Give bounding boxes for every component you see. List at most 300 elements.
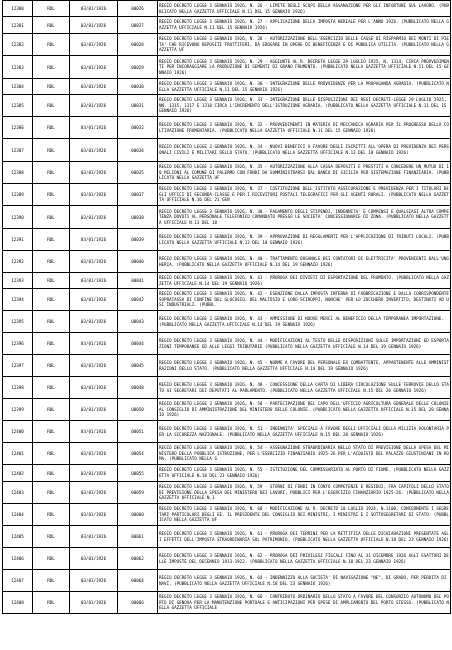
act-date-cell bbox=[70, 504, 118, 526]
act-date: 03/01/1926 bbox=[80, 512, 107, 517]
act-date-cell bbox=[70, 289, 118, 311]
table-row bbox=[3, 421, 451, 443]
act-description-cell bbox=[158, 399, 451, 421]
record-number: 12408 bbox=[11, 600, 24, 605]
act-type-cell bbox=[33, 465, 70, 482]
act-description-cell bbox=[158, 526, 451, 548]
act-description: REGIO DECRETO LEGGE 3 GENNAIO 1926, N. 40 - TRATTAMENTO DOGANALE DEI CONTATORI DI ELETTRICITA' PROVENIENTI DALL'UNGHERIA. (PUBBLICATO NELLA GAZZETTA UFFICIALE N.14 DEL 19 GENNAIO 1926) bbox=[159, 255, 449, 267]
act-type: RDL bbox=[47, 84, 55, 89]
record-number: 12399 bbox=[11, 407, 24, 412]
act-description: REGIO DECRETO LEGGE 3 GENNAIO 1926, N. 66 - CONTRIBUTO ORDINARIO DELLO STATO A FAVORE DEL CONSORZIO AUTONOMO DEL PORTO DI GENOVA PER LA MANUTENZIONE PORTUALE E ANTICIPAZIONI PER SPESE DI AMPLIAMENTO DEL PORTO STESSO. (PUBBLICATO NELLA GAZZETTA UFFICIALE bbox=[159, 594, 449, 611]
act-description: REGIO DECRETO LEGGE 3 GENNAIO 1926, N. 64 - INDENNIZZO ALLA SOCIETA' DI NAVIGAZIONE "NE", DI GRADO, PER PERDITA DI NAVI. (PUBBLICATO NELLA GAZZETTA UFFICIALE N.18 DEL 23 GENNAIO 1926) bbox=[159, 574, 447, 586]
act-date: 03/01/1926 bbox=[80, 534, 107, 539]
act-description-cell bbox=[158, 56, 451, 79]
record-number-cell bbox=[3, 443, 33, 465]
act-code-cell bbox=[118, 504, 158, 526]
table-row bbox=[3, 355, 451, 377]
table-row bbox=[3, 399, 451, 421]
act-code-cell bbox=[118, 399, 158, 421]
record-number-cell bbox=[3, 79, 33, 95]
act-type-cell bbox=[33, 17, 70, 34]
act-type: RDL bbox=[47, 125, 55, 130]
record-number: 12402 bbox=[11, 470, 24, 476]
record-number: 12388 bbox=[11, 170, 24, 175]
act-description-cell bbox=[158, 482, 451, 504]
act-date-cell bbox=[70, 333, 118, 355]
table-row bbox=[3, 117, 451, 139]
act-description-cell bbox=[158, 184, 451, 206]
act-type-cell bbox=[33, 206, 70, 229]
act-code: 00048 bbox=[131, 385, 144, 390]
act-type-cell bbox=[33, 56, 70, 79]
table-row bbox=[3, 251, 451, 273]
act-code-cell bbox=[118, 289, 158, 311]
record-number: 12385 bbox=[11, 103, 24, 108]
record-number: 12407 bbox=[11, 578, 24, 583]
act-code: 00059 bbox=[131, 490, 144, 495]
act-date-cell bbox=[70, 465, 118, 482]
record-number: 12381 bbox=[11, 22, 24, 28]
act-date-cell bbox=[70, 162, 118, 184]
act-code: 00043 bbox=[131, 319, 144, 324]
act-type: RDL bbox=[47, 319, 55, 324]
act-date-cell bbox=[70, 570, 118, 592]
decree-table-body bbox=[3, 1, 451, 614]
act-date: 03/01/1926 bbox=[80, 600, 107, 605]
act-type: RDL bbox=[47, 192, 55, 197]
act-type-cell bbox=[33, 251, 70, 273]
act-code-cell bbox=[118, 355, 158, 377]
act-description: REGIO DECRETO LEGGE 3 GENNAIO 1926, N. 55 - ISTITUZIONE DEL COMMISSARIATO AL PORTO DI FIUME. (PUBBLICATO NELLA GAZZETTA UFFICIALE N.18 DEL 23 GENNAIO 1926) bbox=[159, 467, 449, 478]
act-description-cell bbox=[158, 311, 451, 333]
act-code-cell bbox=[118, 592, 158, 614]
act-description-cell bbox=[158, 570, 451, 592]
act-description-cell bbox=[158, 377, 451, 399]
act-code-cell bbox=[118, 162, 158, 184]
act-description: REGIO DECRETO LEGGE 3 GENNAIO 1926, N. 37 - COSTITUZIONE DELL'ISTITUTO ASSICURAZIONE E PREVIDENZA PER I TITOLARI DEGLI UFFICI DI SECONDA CLASSE E PER I RICEVITORI POSTALI TELEGRAFICI PER GLI AGENTI RURALI. (PUBBLICATO NELLA GAZZETTA UFFICIALE N.16 DEL 21 GEN bbox=[159, 186, 449, 203]
act-type-cell bbox=[33, 355, 70, 377]
act-date-cell bbox=[70, 399, 118, 421]
table-row bbox=[3, 377, 451, 399]
act-type: RDL bbox=[47, 578, 55, 583]
record-number: 12390 bbox=[11, 214, 24, 220]
record-number-cell bbox=[3, 184, 33, 206]
record-number-cell bbox=[3, 333, 33, 355]
act-type-cell bbox=[33, 399, 70, 421]
act-description: REGIO DECRETO LEGGE 3 GENNAIO 1926, N. 27 - APPLICAZIONE DELLA IMPOSTA NERIALE PER L'ANNO 1926. (PUBBLICATO NELLA GAZZETTA UFFICIALE N.11 DEL 15 GENNAIO 1926) bbox=[159, 19, 449, 30]
act-description-cell bbox=[158, 592, 451, 614]
act-type: RDL bbox=[47, 407, 55, 412]
act-type: RDL bbox=[47, 42, 55, 47]
act-code-cell bbox=[118, 465, 158, 482]
record-number-cell bbox=[3, 34, 33, 56]
act-type-cell bbox=[33, 377, 70, 399]
act-type: RDL bbox=[47, 341, 55, 346]
record-number-cell bbox=[3, 206, 33, 229]
act-code-cell bbox=[118, 482, 158, 504]
table-row bbox=[3, 79, 451, 95]
table-row bbox=[3, 333, 451, 355]
act-type: RDL bbox=[47, 170, 55, 175]
act-description: REGIO DECRETO LEGGE 3 GENNAIO 1926, N. 30 - INTEGRAZIONE DELLE PROVVIDENZE PER LA PROPAGANDA AGRARIA. (PUBBLICATO NELLA GAZZETTA UFFICIALE N.11 DEL 15 GENNAIO 1926) bbox=[159, 80, 449, 92]
act-code: 00039 bbox=[131, 237, 144, 242]
record-number-cell bbox=[3, 504, 33, 526]
record-number-cell bbox=[3, 465, 33, 482]
act-type: RDL bbox=[47, 600, 55, 605]
act-description-cell bbox=[158, 465, 451, 482]
act-code: 00055 bbox=[131, 470, 144, 476]
act-description-cell bbox=[158, 289, 451, 311]
table-row bbox=[3, 184, 451, 206]
act-description: REGIO DECRETO LEGGE 3 GENNAIO 1926, N. 26 - LIMITE DEGLI SCOPI DELLA ASSANAZIONE PER GLI INFORTUNI SUL LAVORO. (PUBBLICATO NELLA GAZZETTA UFFICIALE N.11 DEL 15 GENNAIO 1926) bbox=[159, 2, 449, 14]
act-code-cell bbox=[118, 273, 158, 289]
act-type-cell bbox=[33, 1, 70, 17]
table-row bbox=[3, 311, 451, 333]
act-date: 03/01/1926 bbox=[80, 237, 107, 242]
table-row bbox=[3, 229, 451, 251]
act-type: RDL bbox=[47, 534, 55, 539]
act-date: 03/01/1926 bbox=[80, 556, 107, 561]
act-type-cell bbox=[33, 79, 70, 95]
act-description: REGIO DECRETO LEGGE 3 GENNAIO 1926, N. 51 - INDENNITA' SPECIALE A FAVORE DEGLI UFFICIALI DELLA MILIZIA VOLONTARIA PER LA SICUREZZA NAZIONALE. (PUBBLICATO NELLA GAZZETTA UFFICIALE N.15 DEL 20 GENNAIO 1926) bbox=[159, 425, 449, 437]
table-row bbox=[3, 56, 451, 79]
act-description: REGIO DECRETO LEGGE 3 GENNAIO 1926, N. 60 - MODIFICAZIONE AL R. DECRETO 10 LUGLIO 1924, N.1100, CONCERNENTE I SEGRETARI PARTICOLARI DEGLI EE. IL PRESIDENTE DEL CONSIGLIO DEI MINISTRI, I MINISTRI E I SOTTOSEGRETARI DI STATO. (PUBBLICATO NELLA GAZZETTA UF bbox=[159, 506, 449, 523]
act-date: 03/01/1926 bbox=[80, 407, 107, 412]
act-type: RDL bbox=[47, 22, 55, 28]
record-number-cell bbox=[3, 162, 33, 184]
record-number: 12383 bbox=[11, 64, 24, 70]
act-date-cell bbox=[70, 17, 118, 34]
act-code: 00040 bbox=[131, 259, 144, 264]
act-description-cell bbox=[158, 355, 451, 377]
record-number: 12386 bbox=[11, 125, 24, 130]
record-number-cell bbox=[3, 421, 33, 443]
act-type-cell bbox=[33, 570, 70, 592]
act-description-cell bbox=[158, 139, 451, 162]
act-description: REGIO DECRETO LEGGE 3 GENNAIO 1926, N. 48 - CONCESSIONE DELLA CARTA DI LIBERA CIRCOLAZIONE SULLE FERROVIE DELLO STATO AI SEGRETARI DEI DEPUTATI AL PARLAMENTO. (PUBBLICATO NELLA GAZZETTA UFFICIALE N.15 DEL 20 GENNAIO 1926) bbox=[159, 381, 449, 393]
act-date: 03/01/1926 bbox=[80, 578, 107, 583]
act-description: REGIO DECRETO LEGGE 3 GENNAIO 1926, N. 43 - AMMISSIONE DI NUOVE MERCI AL BENEFICIO DELLA TEMPORANEA IMPORTAZIONE. (PUBBLICATO NELLA GAZZETTA UFFICIALE N.14 DEL 19 GENNAIO 1926) bbox=[159, 315, 444, 327]
table-row bbox=[3, 592, 451, 614]
act-type: RDL bbox=[47, 363, 55, 368]
act-type: RDL bbox=[47, 237, 55, 242]
table-row bbox=[3, 162, 451, 184]
act-type-cell bbox=[33, 34, 70, 56]
act-description-cell bbox=[158, 443, 451, 465]
act-date: 03/01/1926 bbox=[80, 363, 107, 368]
act-date: 03/01/1926 bbox=[80, 170, 107, 175]
act-type: RDL bbox=[47, 297, 55, 302]
act-type: RDL bbox=[47, 103, 55, 108]
act-date: 03/01/1926 bbox=[80, 278, 107, 283]
table-row bbox=[3, 443, 451, 465]
act-code-cell bbox=[118, 184, 158, 206]
act-code-cell bbox=[118, 333, 158, 355]
record-number: 12391 bbox=[11, 237, 24, 242]
act-type-cell bbox=[33, 443, 70, 465]
act-date: 03/01/1926 bbox=[80, 103, 107, 108]
act-date-cell bbox=[70, 548, 118, 570]
record-number-cell bbox=[3, 56, 33, 79]
table-row bbox=[3, 504, 451, 526]
act-date-cell bbox=[70, 139, 118, 162]
act-code-cell bbox=[118, 117, 158, 139]
table-row bbox=[3, 139, 451, 162]
act-date: 03/01/1926 bbox=[80, 451, 107, 456]
record-number-cell bbox=[3, 251, 33, 273]
act-type: RDL bbox=[47, 278, 55, 283]
record-number-cell bbox=[3, 289, 33, 311]
act-date-cell bbox=[70, 421, 118, 443]
act-description-cell bbox=[158, 17, 451, 34]
act-type: RDL bbox=[47, 470, 55, 476]
record-number-cell bbox=[3, 548, 33, 570]
act-type: RDL bbox=[47, 147, 55, 153]
act-code-cell bbox=[118, 206, 158, 229]
act-date: 03/01/1926 bbox=[80, 319, 107, 324]
table-row bbox=[3, 482, 451, 504]
table-row bbox=[3, 1, 451, 17]
act-description-cell bbox=[158, 34, 451, 56]
act-description: REGIO DECRETO LEGGE 3 GENNAIO 1926, N. 59 - STORNI DI FONDI IN CONTO COMPETENZE E RESIDUI, FRA CAPITOLI DELLO STATO DI PREVISIONE DELLA SPESA DEL MINISTERO DEI LAVORI, PUBBLICI PER L'ESERCIZIO FINANZIARIO 1925-26. (PUBBLICATO NELLA GAZZETTA UFFICIALE N.1 bbox=[159, 484, 449, 501]
act-code: 00037 bbox=[131, 192, 144, 197]
table-row bbox=[3, 548, 451, 570]
act-description-cell bbox=[158, 333, 451, 355]
act-code: 00026 bbox=[131, 6, 144, 11]
act-date-cell bbox=[70, 117, 118, 139]
act-date-cell bbox=[70, 592, 118, 614]
act-description: REGIO DECRETO LEGGE 3 GENNAIO 1926, N. 44 - MODIFICAZIONI AL TESTO DELLE DISPOSIZIONI SULLE IMPORTAZIONI ED ESPORTAZIONI TEMPORANEE ED ALLE LEGGI TRIBUTARIE (PUBBLICATO NELLA GAZZETTA UFFICIALE N.14 DEL 19 GENNAIO 1926) bbox=[159, 337, 449, 349]
act-date: 03/01/1926 bbox=[80, 429, 107, 434]
act-type: RDL bbox=[47, 490, 55, 495]
record-number: 12401 bbox=[11, 451, 24, 456]
act-type-cell bbox=[33, 526, 70, 548]
record-number-cell bbox=[3, 117, 33, 139]
act-code-cell bbox=[118, 56, 158, 79]
act-description-cell bbox=[158, 504, 451, 526]
record-number: 12389 bbox=[11, 192, 24, 197]
record-number: 12405 bbox=[11, 534, 24, 539]
act-date: 03/01/1926 bbox=[80, 64, 107, 70]
act-date-cell bbox=[70, 377, 118, 399]
act-code-cell bbox=[118, 1, 158, 17]
record-number: 12403 bbox=[11, 490, 24, 495]
act-code: 00031 bbox=[131, 103, 144, 108]
act-date-cell bbox=[70, 79, 118, 95]
act-description-cell bbox=[158, 273, 451, 289]
record-number: 12382 bbox=[11, 42, 24, 47]
record-number-cell bbox=[3, 311, 33, 333]
act-code-cell bbox=[118, 548, 158, 570]
record-number: 12406 bbox=[11, 556, 24, 561]
record-number-cell bbox=[3, 592, 33, 614]
decree-table bbox=[2, 0, 451, 614]
record-number-cell bbox=[3, 229, 33, 251]
record-number: 12404 bbox=[11, 512, 24, 517]
act-date: 03/01/1926 bbox=[80, 192, 107, 197]
act-date-cell bbox=[70, 34, 118, 56]
act-type: RDL bbox=[47, 556, 55, 561]
table-row bbox=[3, 465, 451, 482]
act-date-cell bbox=[70, 526, 118, 548]
act-code-cell bbox=[118, 95, 158, 117]
act-type-cell bbox=[33, 162, 70, 184]
table-row bbox=[3, 273, 451, 289]
act-code: 00035 bbox=[131, 170, 144, 175]
act-type: RDL bbox=[47, 385, 55, 390]
act-code-cell bbox=[118, 34, 158, 56]
record-number-cell bbox=[3, 570, 33, 592]
act-code-cell bbox=[118, 570, 158, 592]
act-date: 03/01/1926 bbox=[80, 22, 107, 28]
act-description: REGIO DECRETO LEGGE 3 GENNAIO 1926, N. 31 - INTEGRAZIONE DELLE DISPOSIZIONI DEI REGI DECRETI-LEGGE 29 LUGLIO 1925, NN. 1315, 1317 E 1318 CIRCA L'INCREMENTO DELL'ISTRUZIONE AGRARIA. (PUBBLICATO NELLA GAZZETTA UFFICIALE N.11 DEL 15 GENNAIO 1926) bbox=[159, 97, 447, 114]
act-code-cell bbox=[118, 139, 158, 162]
act-date-cell bbox=[70, 184, 118, 206]
act-date-cell bbox=[70, 206, 118, 229]
act-type-cell bbox=[33, 184, 70, 206]
record-number-cell bbox=[3, 273, 33, 289]
act-type: RDL bbox=[47, 214, 55, 220]
act-type: RDL bbox=[47, 451, 55, 456]
act-type: RDL bbox=[47, 64, 55, 70]
act-code: 00064 bbox=[131, 578, 144, 583]
act-code-cell bbox=[118, 377, 158, 399]
act-description: REGIO DECRETO LEGGE 3 GENNAIO 1926, N. 29 - AGGIUNTE AL R. DECRETO LEGGE 29 LUGLIO 1925, N. 1314, CIRCA PROVVEDIMENTI PER INCORAGGIARE LA PRODUZIONE DI SEMENTI DI GRANO FRUMENTO. (PUBBLICATO NELLA GAZZETTA UFFICIALE N.11 DEL 15 GENNAIO 1926) bbox=[159, 58, 449, 75]
act-code: 00066 bbox=[131, 600, 144, 605]
act-type-cell bbox=[33, 592, 70, 614]
act-description-cell bbox=[158, 117, 451, 139]
record-number: 12387 bbox=[11, 147, 24, 153]
act-date-cell bbox=[70, 95, 118, 117]
act-description: REGIO DECRETO LEGGE 3 GENNAIO 1926, N. 41 - PROROGA DEI DIVIETI DI ESPORTAZIONE DEL FRUMENTO. (PUBBLICATO NELLA GAZZETTA UFFICIALE N.14 DEL 19 GENNAIO 1926) bbox=[159, 274, 449, 286]
act-date: 03/01/1926 bbox=[80, 214, 107, 220]
record-number: 12397 bbox=[11, 363, 24, 368]
act-description: REGIO DECRETO LEGGE 3 GENNAIO 1926, N. 50 - PARTECIPAZIONE DEL CAPO DELL'UFFICIO AGRICOLTURA GENERALE DELLE COLONIE AL CONSIGLIO DI AMMINISTRAZIONE DEL MINISTERO DELLE COLONIE. (PUBBLICATO NELLA GAZZETTA UFFICIALE N.15 DEL 20 GENNAIO 1926) bbox=[159, 401, 449, 418]
act-code-cell bbox=[118, 229, 158, 251]
act-description: REGIO DECRETO LEGGE 3 GENNAIO 1926, N. 28 - AUTORIZZAZIONE DELL'ESERCIZIO DELLE CASSE DI RISPARMIO DEI MONTI DI PIETA' CHE RICEVONO DEPOSITI FRUTTIFERI, DA EROGARE IN OPERE DI BENEFICENZA E DI PUBBLICA UTILITA. (PUBBLICATO NELLA GAZZETTA UF bbox=[159, 36, 449, 53]
act-description: REGIO DECRETO LEGGE 3 GENNAIO 1926, N. 39 - APPROVAZIONE DI REGOLAMENTI PER L'APPLICAZIONE DI TRIBUTI LOCALI. (PUBBLICATO NELLA GAZZETTA UFFICIALE N.13 DEL 18 GENNAIO 1926) bbox=[159, 233, 449, 245]
act-code-cell bbox=[118, 421, 158, 443]
act-code: 00030 bbox=[131, 84, 144, 89]
record-number: 12396 bbox=[11, 341, 24, 346]
act-description: REGIO DECRETO LEGGE 3 GENNAIO 1926, N. 62 - PROROGA DEI PRIVILEGI FISCALI FINO AL 31 DICEMBRE 1926 AGLI ESATTORI DELLE IMPOSTE DEL DECENNIO 1913-1922. (PUBBLICATO NELLA GAZZETTA UFFICIALE N.18 DEL 23 GENNAIO 1926) bbox=[159, 552, 449, 564]
act-type: RDL bbox=[47, 429, 55, 434]
act-code-cell bbox=[118, 79, 158, 95]
record-number: 12393 bbox=[11, 278, 24, 283]
record-number-cell bbox=[3, 526, 33, 548]
act-date-cell bbox=[70, 251, 118, 273]
act-type-cell bbox=[33, 117, 70, 139]
act-date: 03/01/1926 bbox=[80, 259, 107, 264]
act-date: 03/01/1926 bbox=[80, 297, 107, 302]
act-code: 00027 bbox=[131, 22, 144, 28]
act-code: 00044 bbox=[131, 341, 144, 346]
act-date-cell bbox=[70, 311, 118, 333]
table-row bbox=[3, 526, 451, 548]
act-date: 03/01/1926 bbox=[80, 341, 107, 346]
act-code: 00032 bbox=[131, 125, 144, 130]
record-number: 12392 bbox=[11, 259, 24, 264]
act-type-cell bbox=[33, 333, 70, 355]
act-date: 03/01/1926 bbox=[80, 147, 107, 153]
act-description-cell bbox=[158, 548, 451, 570]
act-code-cell bbox=[118, 311, 158, 333]
act-date: 03/01/1926 bbox=[80, 385, 107, 390]
act-description-cell bbox=[158, 421, 451, 443]
act-type-cell bbox=[33, 95, 70, 117]
act-description-cell bbox=[158, 162, 451, 184]
act-date: 03/01/1926 bbox=[80, 42, 107, 47]
table-row bbox=[3, 206, 451, 229]
act-code: 00042 bbox=[131, 297, 144, 302]
act-type-cell bbox=[33, 421, 70, 443]
act-description: REGIO DECRETO LEGGE 3 GENNAIO 1926, N. 38 - PAGAMENTO DEGLI STIPENDI, INDENNITA' E COMPENSI E QUALSIASI ALTRA COMPETENZA DOVUTI AL PERSONALE TELEFONICO COMANDATO PRESSO LE SOCIETA' CONCESSIONARIE DI ZONA. (PUBBLICATO NELLA GAZZETTA UFFICIALE N.13 DEL 18 bbox=[159, 208, 449, 225]
act-date-cell bbox=[70, 56, 118, 79]
record-number-cell bbox=[3, 377, 33, 399]
record-number-cell bbox=[3, 17, 33, 34]
record-number: 12380 bbox=[11, 6, 24, 11]
record-number-cell bbox=[3, 95, 33, 117]
act-code: 00029 bbox=[131, 64, 144, 70]
act-code-cell bbox=[118, 526, 158, 548]
act-code: 00050 bbox=[131, 407, 144, 412]
act-type-cell bbox=[33, 229, 70, 251]
act-description: REGIO DECRETO LEGGE 3 GENNAIO 1926, N. 34 - NUOVI BENEFICI A FAVORE DEGLI ISCRITTI ALL'OPERA DI PREVIDENZA DEI PERSONALI CIVILI E MILITARI DELLO STATO. (PUBBLICATO NELLA GAZZETTA UFFICIALE N.13 DEL 18 GENNAIO 1926) bbox=[159, 144, 449, 155]
act-code: 00060 bbox=[131, 512, 144, 517]
record-number: 12394 bbox=[11, 297, 24, 302]
act-type-cell bbox=[33, 139, 70, 162]
act-code: 00038 bbox=[131, 214, 144, 220]
act-date: 03/01/1926 bbox=[80, 125, 107, 130]
act-description: REGIO DECRETO LEGGE 3 GENNAIO 1926, N. 35 - AUTORIZZAZIONE ALLA CASSA DEPOSITI E PRESTITI A CONCEDERE UN MUTUO DI 10 MILIONI AL COMUNE DI PALERMO CON FONDI DA SOMMINISTRARSI DAL BANCO DI SICILIA PER SISTEMAZIONE FINANZIARIA. (PUBBLICATO NELLA GAZZETTA UF bbox=[159, 164, 449, 181]
act-type-cell bbox=[33, 311, 70, 333]
act-code: 00061 bbox=[131, 534, 144, 539]
record-number-cell bbox=[3, 399, 33, 421]
act-description-cell bbox=[158, 251, 451, 273]
record-number: 12398 bbox=[11, 385, 24, 390]
act-type-cell bbox=[33, 482, 70, 504]
record-number-cell bbox=[3, 139, 33, 162]
act-code-cell bbox=[118, 17, 158, 34]
act-code: 00041 bbox=[131, 278, 144, 283]
act-type: RDL bbox=[47, 259, 55, 264]
act-description: REGIO DECRETO LEGGE 3 GENNAIO 1926, N. 32 - PROVVEDIMENTI IN MATERIA DI MECCANICA AGRARIA PER IL PROGRESSO DELLA COLTIVAZIONE FRUMENTARIA. (PUBBLICATO NELLA GAZZETTA UFFICIALE N.11 DEL 15 GENNAIO 1926) bbox=[159, 121, 449, 133]
act-description: REGIO DECRETO LEGGE 3 GENNAIO 1926, N. 45 - NORME A FAVORE DEL PERSONALE EX COMBATTENTE, APPARTENENTE ALLE AMMINISTRAZIONI DELLO STATO. (PUBBLICATO NELLA GAZZETTA UFFICIALE N.14 DEL 19 GENNAIO 1926) bbox=[159, 359, 449, 371]
act-description: REGIO DECRETO LEGGE 3 GENNAIO 1926, N. 54 - ASSEGNAZIONE STRAORDINARIA NELLO STATO DI PREVISIONE DELLA SPESA DEL MINISTERO DELLA PUBBLICA ISTRUZIONE, PER L'ESERCIZIO FINANZIARIO 1925-26 PER L'ACQUISTO DEL PALAZZO GIUSTINIANI IN ROMA. (PUBBLICATO NELLA G bbox=[159, 445, 449, 462]
act-date-cell bbox=[70, 229, 118, 251]
act-type-cell bbox=[33, 289, 70, 311]
act-description-cell bbox=[158, 229, 451, 251]
act-type-cell bbox=[33, 548, 70, 570]
act-code: 00045 bbox=[131, 363, 144, 368]
act-code: 00051 bbox=[131, 429, 144, 434]
act-date-cell bbox=[70, 355, 118, 377]
act-type: RDL bbox=[47, 6, 55, 11]
act-type: RDL bbox=[47, 512, 55, 517]
act-description: REGIO DECRETO LEGGE 3 GENNAIO 1926, N. 42 - ESENZIONE DALLA IMPOSTA INTERNA DI FABBRICAZIONE E DALLA CORRISPONDENTE SOPRATASSA DI CONFINE DEL GLUCOSIO, DEL MALTOSIO E LORO SCIROPPI, NONCHE' PER LO ZUCCHERO INVERTITO, DESTINATI AD USI INDUSTRIALI. (PUBBL bbox=[159, 291, 449, 308]
record-number: 12384 bbox=[11, 84, 24, 89]
act-description-cell bbox=[158, 95, 451, 117]
act-code: 00054 bbox=[131, 451, 144, 456]
act-code: 00034 bbox=[131, 147, 144, 153]
record-number: 12395 bbox=[11, 319, 24, 324]
table-row bbox=[3, 95, 451, 117]
act-code: 00028 bbox=[131, 42, 144, 47]
act-description-cell bbox=[158, 206, 451, 229]
act-description: REGIO DECRETO LEGGE 3 GENNAIO 1926, N. 61 - PROROGA DEI TERMINI PER LA RETTIFICA DELLE DICHIARAZIONI PRESENTATE AGLI EFFETTI DELL'IMPOSTA STRAORDINARIA SUL PATRIMONIO. (PUBBLICATO NELLA GAZZETTA UFFICIALE N.18 DEL 23 GENNAIO 1926) bbox=[159, 530, 449, 542]
act-date: 03/01/1926 bbox=[80, 470, 107, 476]
act-description-cell bbox=[158, 1, 451, 17]
